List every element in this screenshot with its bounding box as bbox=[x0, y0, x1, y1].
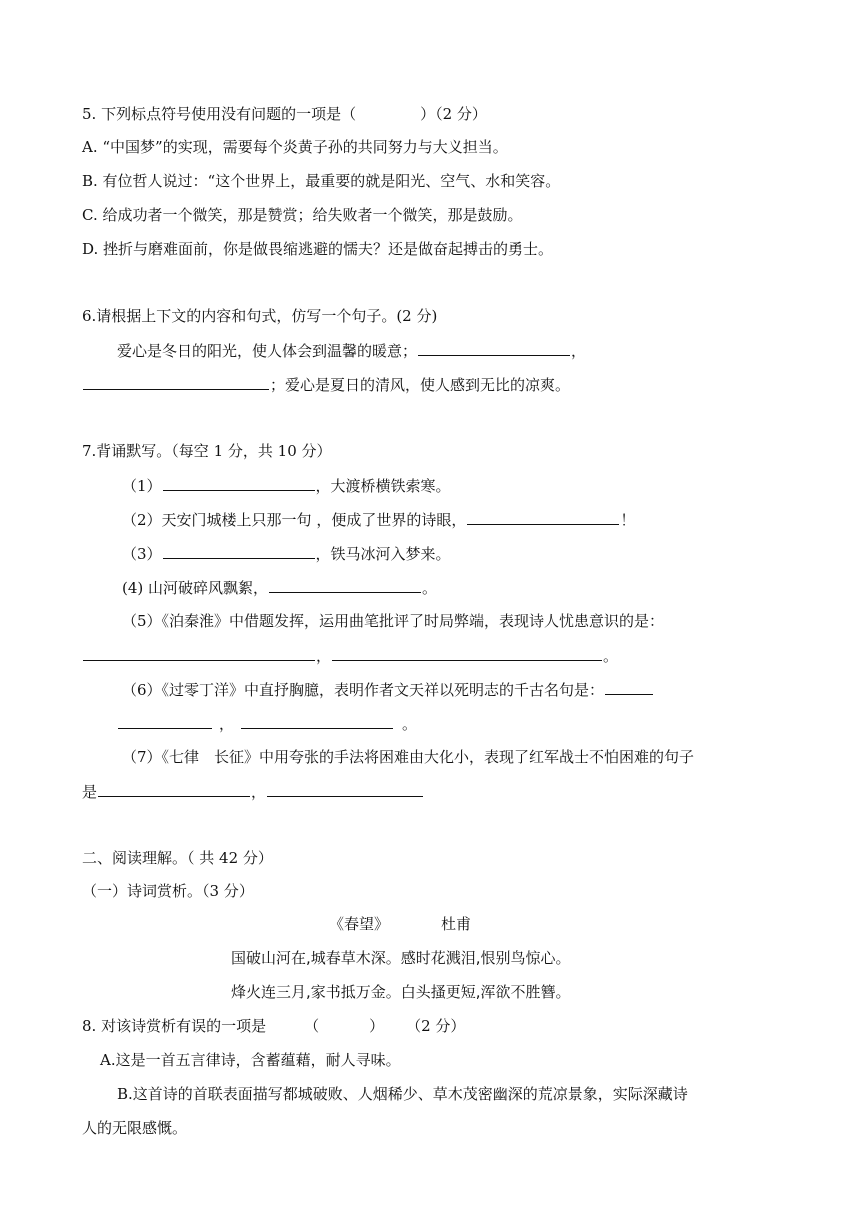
q7-blank-2[interactable] bbox=[467, 509, 619, 525]
poem-line-1: 国破山河在,城春草木深。感时花溅泪,恨别鸟惊心。 bbox=[231, 949, 571, 967]
q7-item-6-answers: ， 。 bbox=[117, 713, 417, 734]
q6-stem: 6.请根据上下文的内容和句式，仿写一个句子。(2 分) bbox=[82, 307, 438, 325]
q7-blank-4[interactable] bbox=[269, 577, 421, 593]
q7-item-7-answers: 是 ， bbox=[82, 781, 424, 802]
q7-blank-1[interactable] bbox=[163, 475, 315, 491]
q7-item-2: （2）天安门城楼上只那一句 ，便成了世界的诗眼， ！ bbox=[122, 511, 636, 529]
q7-blank-6a[interactable] bbox=[605, 679, 653, 695]
q8-option-a: A.这是一首五言律诗，含蓄蕴藉，耐人寻味。 bbox=[100, 1051, 401, 1069]
q6-blank-1[interactable] bbox=[418, 340, 570, 356]
q5-option-d: D. 挫折与磨难面前，你是做畏缩逃避的懦夫？还是做奋起搏击的勇士。 bbox=[82, 240, 554, 258]
q8-stem: 8. 对该诗赏析有误的一项是 （ ） （2 分） bbox=[82, 1017, 466, 1035]
q8-option-b-line1: B.这首诗的首联表面描写都城破败、人烟稀少、草木茂密幽深的荒凉景象，实际深藏诗 bbox=[117, 1085, 688, 1103]
q7-item-5-answers: ， 。 bbox=[82, 645, 618, 666]
poem-line-2: 烽火连三月,家书抵万金。白头搔更短,浑欲不胜簪。 bbox=[231, 983, 571, 1001]
q8-option-b-line2: 人的无限感慨。 bbox=[82, 1119, 188, 1137]
q5-option-a: A. “中国梦”的实现，需要每个炎黄子孙的共同努力与大义担当。 bbox=[82, 138, 508, 156]
q5-option-c: C. 给成功者一个微笑，那是赞赏；给失败者一个微笑，那是鼓励。 bbox=[82, 206, 523, 224]
q6-line2: ；爱心是夏日的清风，使人感到无比的凉爽。 bbox=[82, 374, 570, 395]
q7-blank-7b[interactable] bbox=[267, 781, 423, 797]
q5-stem: 5. 下列标点符号使用没有问题的一项是（ ）（2 分） bbox=[82, 105, 487, 123]
q7-blank-6b[interactable] bbox=[118, 713, 212, 729]
poem-title: 《春望》 bbox=[329, 915, 390, 933]
q7-item-7: （7）《七律 长征》中用夸张的手法将困难由大化小，表现了红军战士不怕困难的句子 bbox=[122, 748, 695, 766]
q5-option-b: B. 有位哲人说过：“这个世界上，最重要的就是阳光、空气、水和笑容。 bbox=[82, 172, 561, 190]
q7-blank-7a[interactable] bbox=[98, 781, 250, 797]
q7-blank-6c[interactable] bbox=[241, 713, 393, 729]
q7-blank-5a[interactable] bbox=[83, 645, 315, 661]
section-2-title: 二、阅读理解。（ 共 42 分） bbox=[82, 849, 273, 867]
q7-item-3: （3） ，铁马冰河入梦来。 bbox=[122, 545, 451, 563]
q7-item-4: (4) 山河破碎风飘絮， 。 bbox=[122, 579, 438, 597]
q7-stem: 7.背诵默写。（每空 1 分，共 10 分） bbox=[82, 442, 332, 460]
q7-item-1: （1） ，大渡桥横铁索寒。 bbox=[122, 477, 451, 495]
poem-author: 杜甫 bbox=[441, 915, 472, 933]
section-2-sub1: （一）诗词赏析。（3 分） bbox=[82, 882, 254, 900]
q6-line1: 爱心是冬日的阳光，使人体会到温馨的暖意； ， bbox=[117, 342, 587, 360]
q7-blank-5b[interactable] bbox=[332, 645, 602, 661]
q7-item-6: （6）《过零丁洋》中直抒胸臆，表明作者文天祥以死明志的千古名句是： bbox=[122, 679, 654, 700]
q6-blank-2[interactable] bbox=[83, 374, 269, 390]
q7-blank-3[interactable] bbox=[163, 543, 315, 559]
q7-item-5: （5）《泊秦淮》中借题发挥，运用曲笔批评了时局弊端，表现诗人忧患意识的是： bbox=[122, 612, 665, 630]
